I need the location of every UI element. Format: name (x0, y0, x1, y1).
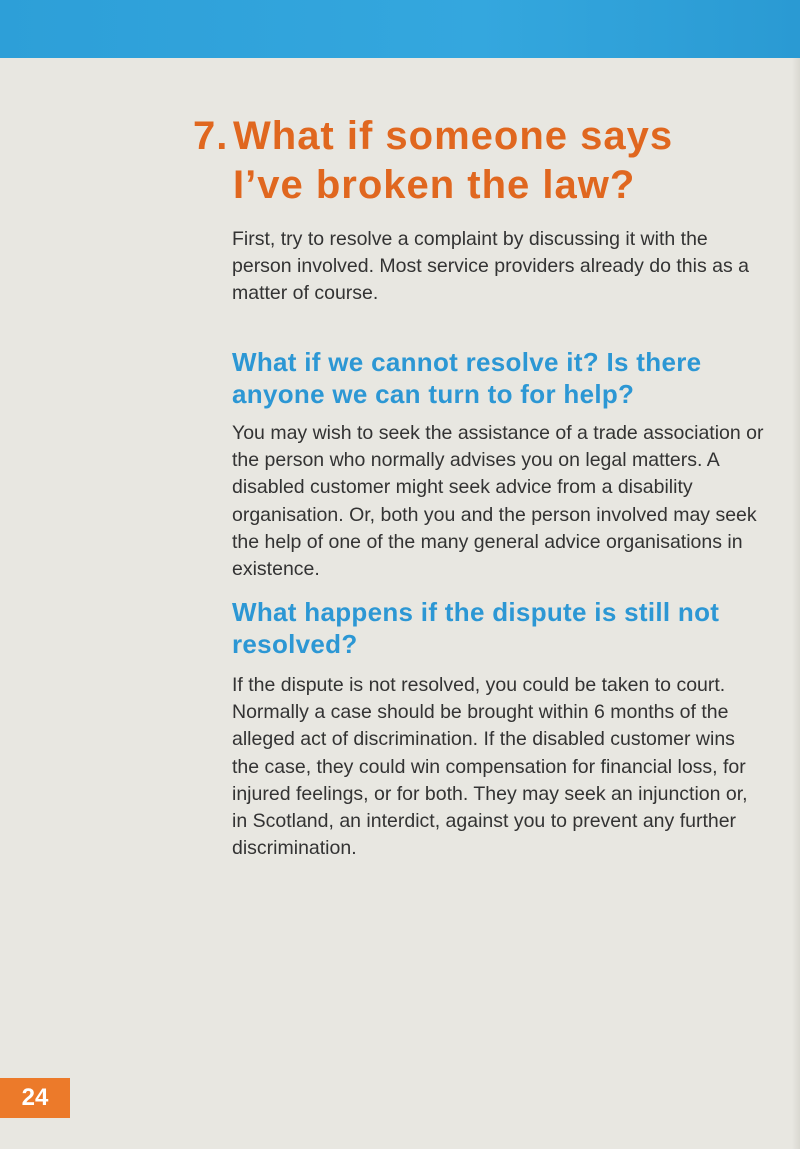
page-edge-shadow (792, 58, 800, 1149)
section-number: 7. (193, 114, 229, 158)
dispute-paragraph: If the dispute is not resolved, you could be taken to court. Normally a case should be brought within 6 months of the alleged act of discrimination. If the disabled customer wins the case, they could win compensation for financial loss, for injured feelings, or for both. They may seek an injunction or, in Scotland, an interdict, against you to prevent any further discrimination. (232, 674, 748, 860)
intro-paragraph: First, try to resolve a complaint by discussing it with the person involved. Most service providers already do this as a matter of course. (232, 228, 749, 305)
subheading-dispute: What happens if the dispute is still not resolved? (232, 597, 720, 659)
page-number-tab: 24 (0, 1078, 70, 1118)
help-paragraph: You may wish to seek the assistance of a trade association or the person who normally advises you on legal matters. A disabled customer might seek advice from a disability organisation. Or, both you and the person involved may seek the help of one of the many general advice organisations in existence. (232, 422, 764, 581)
section-title: What if someone says I’ve broken the law? (233, 114, 674, 207)
page-title (193, 112, 753, 210)
subheading-help: What if we cannot resolve it? Is there anyone we can turn to for help? (232, 347, 702, 409)
top-color-band (0, 0, 800, 58)
